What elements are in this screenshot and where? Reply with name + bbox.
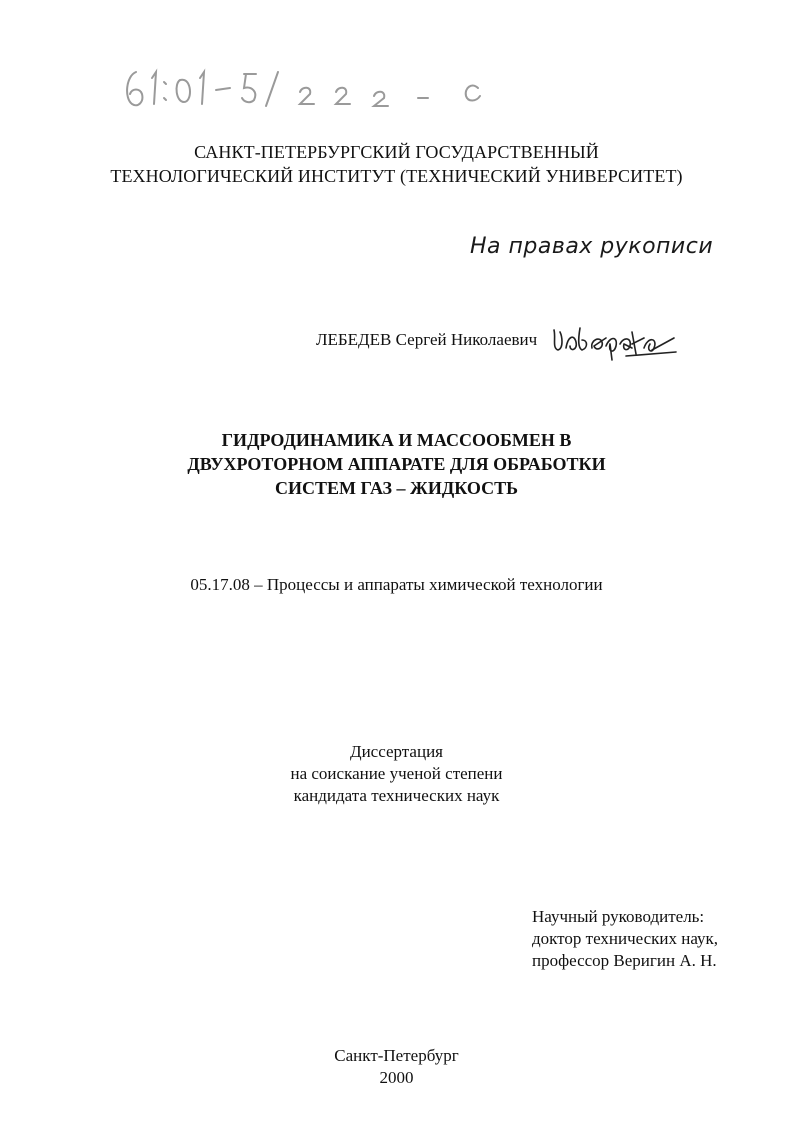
- archive-stamp: [118, 58, 518, 118]
- institution-line-1: САНКТ-ПЕТЕРБУРГСКИЙ ГОСУДАРСТВЕННЫЙ: [194, 142, 599, 162]
- institution-line-2: ТЕХНОЛОГИЧЕСКИЙ ИНСТИТУТ (ТЕХНИЧЕСКИЙ УНИВЕРСИТЕТ): [110, 166, 683, 186]
- dissertation-title: [0, 428, 793, 500]
- supervisor-line-2: доктор технических наук,: [532, 929, 719, 948]
- manuscript-note: На правах рукописи: [470, 234, 714, 259]
- author-name: ЛЕБЕДЕВ Сергей Николаевич: [316, 330, 538, 349]
- supervisor-block: [532, 906, 718, 972]
- institution-header: [0, 140, 793, 188]
- title-line-2: ДВУХРОТОРНОМ АППАРАТЕ ДЛЯ ОБРАБОТКИ: [187, 454, 606, 474]
- place-and-year: [0, 1045, 793, 1089]
- dissertation-degree: [0, 741, 793, 807]
- title-line-3: СИСТЕМ ГАЗ – ЖИДКОСТЬ: [275, 478, 518, 498]
- title-line-1: ГИДРОДИНАМИКА И МАССООБМЕН В: [221, 430, 572, 450]
- supervisor-line-3: профессор Веригин А. Н.: [532, 951, 717, 970]
- year: 2000: [379, 1068, 414, 1087]
- degree-line-3: кандидата технических наук: [293, 786, 500, 805]
- degree-line-2: на соискание ученой степени: [290, 764, 503, 783]
- specialty-code: 05.17.08 – Процессы и аппараты химической технологии: [190, 575, 603, 594]
- supervisor-line-1: Научный руководитель:: [532, 907, 705, 926]
- degree-line-1: Диссертация: [349, 742, 443, 761]
- city: Санкт-Петербург: [334, 1046, 459, 1065]
- author-signature: [548, 318, 678, 362]
